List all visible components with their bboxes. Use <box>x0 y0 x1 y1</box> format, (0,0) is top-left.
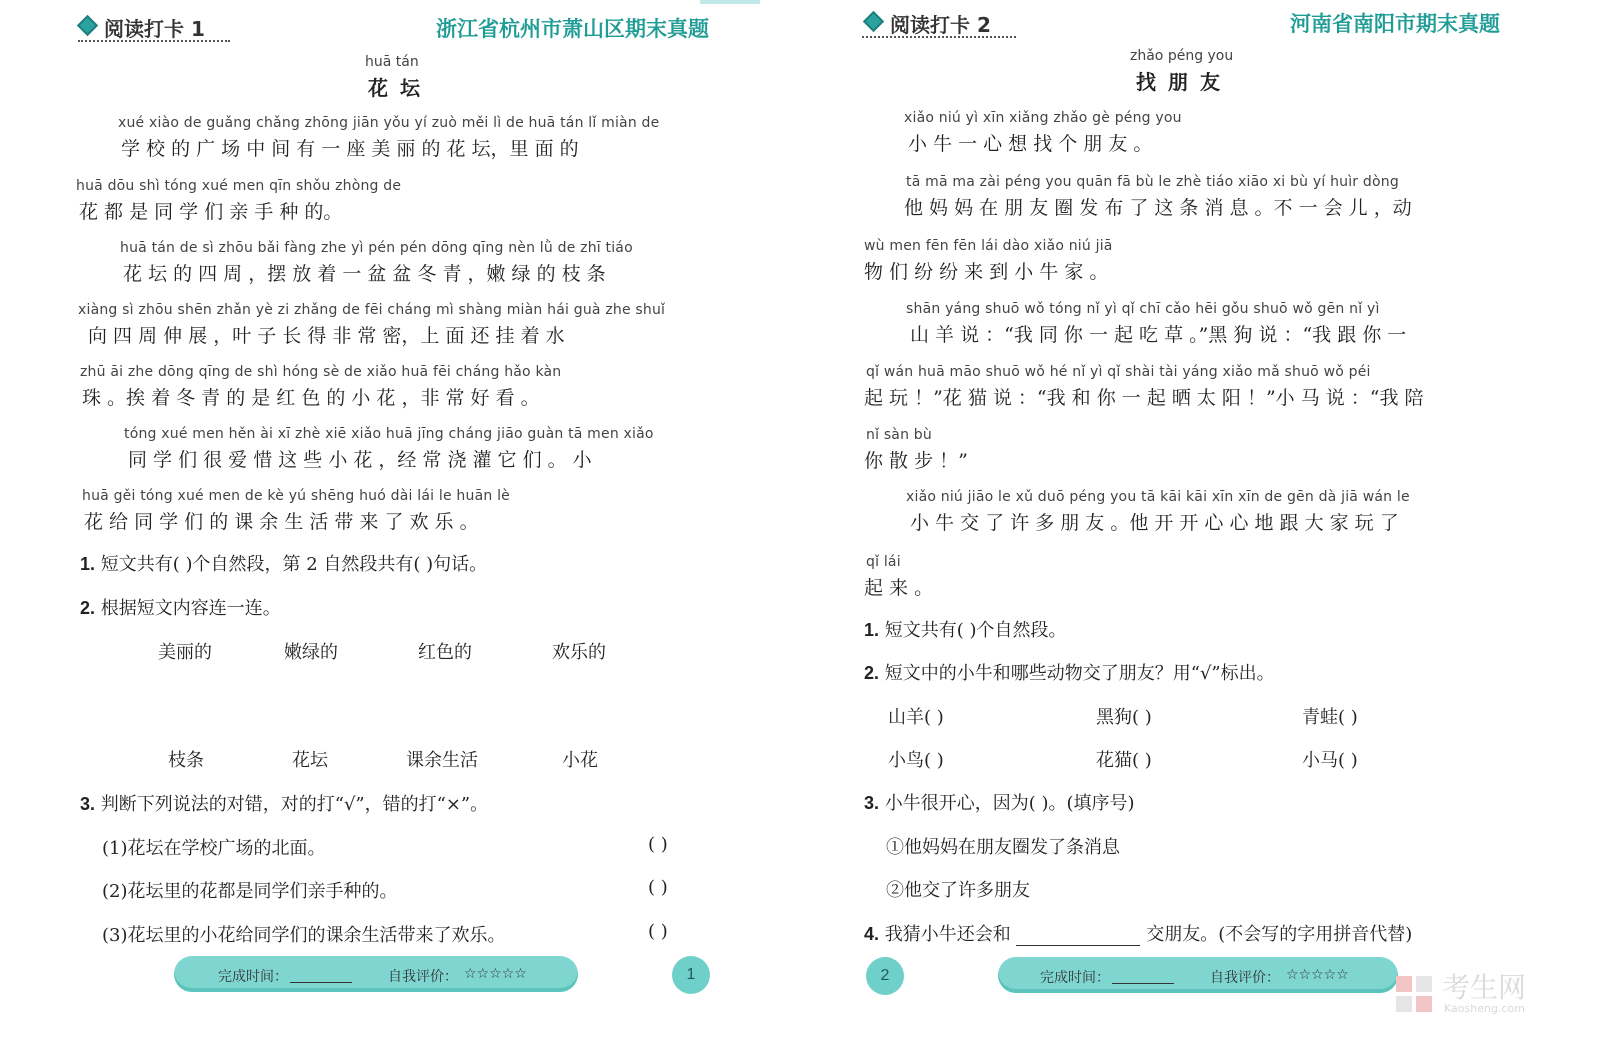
page-number: 1 <box>672 956 710 994</box>
pinyin-line: huā dōu shì tóng xué men qīn shǒu zhòng de <box>76 178 402 194</box>
question-3 <box>80 790 488 816</box>
choice-option: ①他妈妈在朋友圈发了条消息 <box>886 837 1120 858</box>
judge-statement: (2)花坛里的花都是同学们亲手种的。 <box>102 881 398 902</box>
pinyin-line: nǐ sàn bù <box>866 427 932 443</box>
diamond-icon <box>77 15 98 36</box>
pinyin-line: xiǎo niú jiāo le xǔ duō péng you tā kāi kāi xīn xīn de gēn dà jiā wán le <box>906 489 1410 505</box>
match-top-item[interactable]: 红色的 <box>418 642 472 663</box>
question-number: 3. <box>864 793 880 813</box>
question-number: 1. <box>80 554 96 574</box>
text-line: 学 校 的 广 场 中 间 有 一 座 美 丽 的 花 坛，里 面 的 <box>121 138 579 160</box>
question-text: 短文共有( )个自然段，第 2 自然段共有( )句话。 <box>100 554 488 575</box>
question-text: 交朋友。(不会写的字用拼音代替) <box>1146 924 1413 945</box>
animal-option[interactable]: 青蛙( ) <box>1302 707 1358 728</box>
question-text: 短文中的小牛和哪些动物交了朋友？用“√”标出。 <box>884 663 1275 684</box>
watermark-url: Kaosheng.com <box>1444 1002 1525 1015</box>
pinyin-line: huā tán de sì zhōu bǎi fàng zhe yì pén pén dōng qīng nèn lǜ de zhī tiáo <box>120 240 633 256</box>
answer-blank[interactable] <box>1016 925 1140 946</box>
header-source: 浙江省杭州市萧山区期末真题 <box>436 17 709 41</box>
animal-option[interactable]: 小马( ) <box>1302 750 1358 771</box>
header-source: 河南省南阳市期末真题 <box>1290 12 1500 36</box>
question-1 <box>864 616 1067 642</box>
question-number: 1. <box>864 620 880 640</box>
pinyin-line: shān yáng shuō wǒ tóng nǐ yì qǐ chī cǎo hēi gǒu shuō wǒ gēn nǐ yì <box>906 301 1380 317</box>
watermark-text: 考生网 <box>1442 971 1527 1004</box>
judge-statement: (3)花坛里的小花给同学们的课余生活带来了欢乐。 <box>102 925 506 946</box>
pinyin-line: huā gěi tóng xué men de kè yú shēng huó dài lái le huān lè <box>82 488 510 504</box>
header-title: 阅读打卡 1 <box>104 17 205 41</box>
animal-option[interactable]: 黑狗( ) <box>1096 707 1152 728</box>
diamond-icon <box>863 11 884 32</box>
rating-stars[interactable]: ☆☆☆☆☆ <box>1286 967 1349 983</box>
self-eval-label: 自我评价： <box>1210 970 1280 986</box>
pinyin-line: qǐ lái <box>866 554 901 570</box>
title-pinyin: huā tán <box>365 54 419 70</box>
page-right <box>800 0 1600 1058</box>
pinyin-line: xiàng sì zhōu shēn zhǎn yè zi zhǎng de fēi cháng mì shàng miàn hái guà zhe shuǐ <box>78 302 666 318</box>
question-text: 小牛很开心，因为( )。(填序号) <box>884 793 1135 814</box>
footer-bar <box>174 956 578 992</box>
text-line: 你 散 步 ！” <box>864 450 968 472</box>
passage-title: 找朋友 <box>1136 70 1232 94</box>
animal-option[interactable]: 山羊( ) <box>888 707 944 728</box>
completion-time-field[interactable] <box>290 964 352 983</box>
pinyin-line: zhū āi zhe dōng qīng de shì hóng sè de xiǎo huā fēi cháng hǎo kàn <box>80 364 562 380</box>
header-underline <box>78 36 230 42</box>
text-line: 小 牛 交 了 许 多 朋 友 。他 开 开 心 心 地 跟 大 家 玩 了 <box>910 512 1399 534</box>
pinyin-line: wù men fēn fēn lái dào xiǎo niú jiā <box>864 238 1113 254</box>
header-tab-strip <box>700 0 760 4</box>
footer-bar <box>998 957 1398 993</box>
question-number: 2. <box>864 663 880 683</box>
pinyin-line: qǐ wán huā māo shuō wǒ hé nǐ yì qǐ shài tài yáng xiǎo mǎ shuō wǒ péi <box>866 364 1371 380</box>
question-text: 根据短文内容连一连。 <box>100 598 281 619</box>
question-text: 短文共有( )个自然段。 <box>884 620 1067 641</box>
question-number: 4. <box>864 924 880 944</box>
page-left <box>0 0 760 1058</box>
question-text: 我猜小牛还会和 <box>884 924 1011 945</box>
match-top-item[interactable]: 欢乐的 <box>552 642 606 663</box>
match-bottom-item[interactable]: 枝条 <box>168 750 204 771</box>
match-bottom-item[interactable]: 小花 <box>562 750 598 771</box>
question-1 <box>80 550 487 576</box>
text-line: 花 都 是 同 学 们 亲 手 种 的。 <box>79 201 343 223</box>
match-bottom-item[interactable]: 花坛 <box>292 750 328 771</box>
question-number: 3. <box>80 794 96 814</box>
match-bottom-item[interactable]: 课余生活 <box>406 750 478 771</box>
pinyin-line: xiǎo niú yì xīn xiǎng zhǎo gè péng you <box>904 110 1182 126</box>
passage-title: 花坛 <box>368 76 432 100</box>
text-line: 起 来 。 <box>864 577 934 599</box>
self-eval-label: 自我评价： <box>388 969 458 985</box>
choice-option: ②他交了许多朋友 <box>886 880 1030 901</box>
text-line: 同 学 们 很 爱 惜 这 些 小 花 ，经 常 浇 灌 它 们 。 小 <box>128 449 592 471</box>
header-title: 阅读打卡 2 <box>890 13 991 37</box>
header-underline <box>862 32 1016 38</box>
match-top-item[interactable]: 美丽的 <box>158 642 212 663</box>
text-line: 小 牛 一 心 想 找 个 朋 友 。 <box>908 133 1153 155</box>
animal-option[interactable]: 小鸟( ) <box>888 750 944 771</box>
question-3 <box>864 789 1135 815</box>
text-line: 花 坛 的 四 周 ，摆 放 着 一 盆 盆 冬 青 ，嫩 绿 的 枝 条 <box>123 263 606 285</box>
watermark-logo-icon <box>1392 972 1438 1016</box>
question-2 <box>80 594 281 620</box>
text-line: 向 四 周 伸 展 ，叶 子 长 得 非 常 密，上 面 还 挂 着 水 <box>88 325 565 347</box>
text-line: 他 妈 妈 在 朋 友 圈 发 布 了 这 条 消 息 。不 一 会 儿 ，动 <box>904 197 1412 219</box>
completion-time-label: 完成时间： <box>218 969 288 985</box>
match-top-item[interactable]: 嫩绿的 <box>284 642 338 663</box>
text-line: 山 羊 说 ：“我 同 你 一 起 吃 草 。”黑 狗 说 ：“我 跟 你 一 <box>910 324 1407 346</box>
text-line: 起 玩 ！”花 猫 说 ：“我 和 你 一 起 晒 太 阳 ！”小 马 说 ：“我 陪 <box>864 387 1424 409</box>
answer-paren[interactable]: ( ) <box>648 834 668 855</box>
answer-paren[interactable]: ( ) <box>648 877 668 898</box>
question-4 <box>864 920 1412 946</box>
question-text: 判断下列说法的对错，对的打“√”，错的打“×”。 <box>100 794 489 815</box>
animal-option[interactable]: 花猫( ) <box>1096 750 1152 771</box>
text-line: 花 给 同 学 们 的 课 余 生 活 带 来 了 欢 乐 。 <box>84 511 479 533</box>
title-pinyin: zhǎo péng you <box>1130 48 1234 64</box>
question-number: 2. <box>80 598 96 618</box>
pinyin-line: xué xiào de guǎng chǎng zhōng jiān yǒu yí zuò měi lì de huā tán lǐ miàn de <box>118 115 660 131</box>
page-number: 2 <box>866 957 904 995</box>
answer-paren[interactable]: ( ) <box>648 921 668 942</box>
text-line: 物 们 纷 纷 来 到 小 牛 家 。 <box>864 261 1109 283</box>
completion-time-label: 完成时间： <box>1040 970 1110 986</box>
rating-stars[interactable]: ☆☆☆☆☆ <box>464 966 527 982</box>
text-line: 珠 。挨 着 冬 青 的 是 红 色 的 小 花 ，非 常 好 看 。 <box>82 387 540 409</box>
judge-statement: (1)花坛在学校广场的北面。 <box>102 838 326 859</box>
pinyin-line: tā mā ma zài péng you quān fā bù le zhè tiáo xiāo xi bù yí huìr dòng <box>906 174 1399 190</box>
question-2 <box>864 659 1275 685</box>
completion-time-field[interactable] <box>1112 965 1174 984</box>
pinyin-line: tóng xué men hěn ài xī zhè xiē xiǎo huā jīng cháng jiāo guàn tā men xiǎo <box>124 426 654 442</box>
